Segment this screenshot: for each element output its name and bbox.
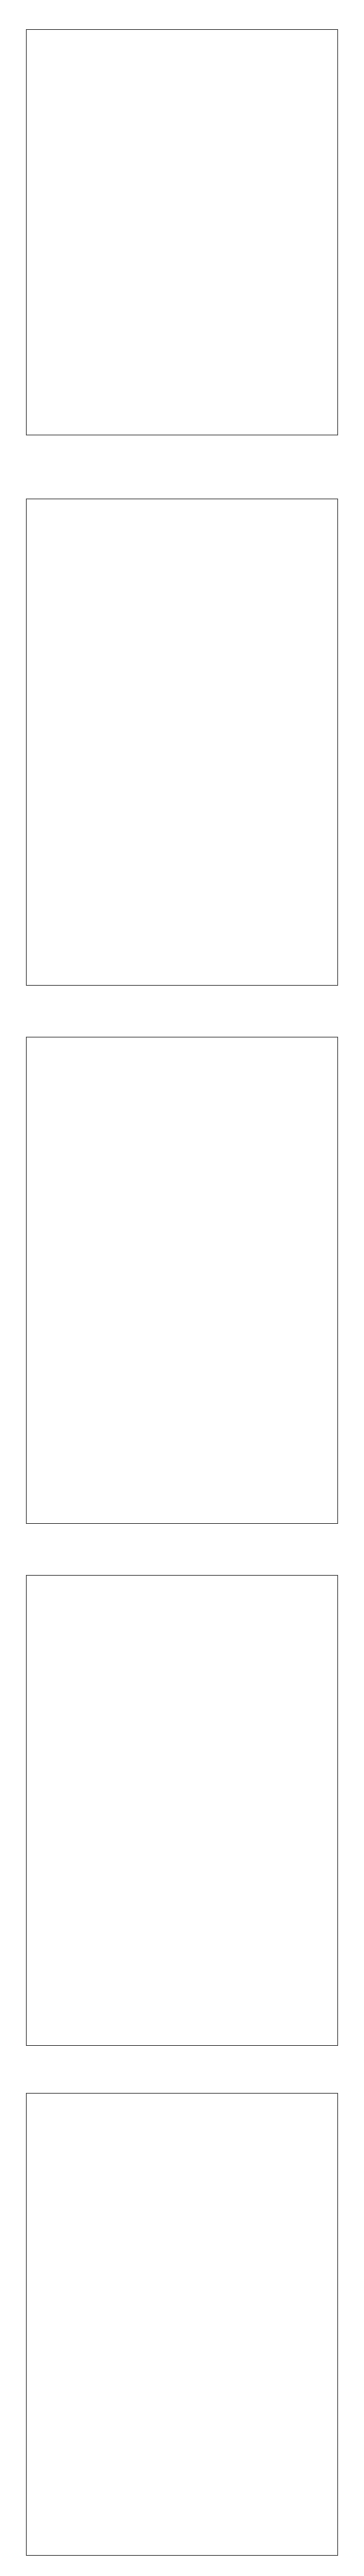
signature-area — [178, 1501, 307, 1526]
document-page-2 — [16, 477, 348, 995]
document-page-5 — [16, 2072, 348, 2565]
document-page-1 — [16, 8, 348, 461]
signature-area — [178, 2541, 307, 2565]
document-page-4 — [16, 1554, 348, 2056]
page-heading — [16, 1557, 348, 1568]
form-frame — [26, 1037, 338, 1524]
signature-area — [178, 437, 307, 461]
form-frame — [26, 499, 338, 986]
page-heading — [16, 481, 348, 492]
page-heading — [16, 1019, 348, 1030]
page-heading — [16, 11, 348, 23]
document-page-3 — [16, 1016, 348, 1534]
form-frame — [26, 29, 338, 435]
page-heading — [16, 2075, 348, 2086]
signature-area — [178, 2023, 307, 2048]
signature-area — [178, 963, 307, 987]
form-frame — [26, 2093, 338, 2556]
form-frame — [26, 1575, 338, 2046]
